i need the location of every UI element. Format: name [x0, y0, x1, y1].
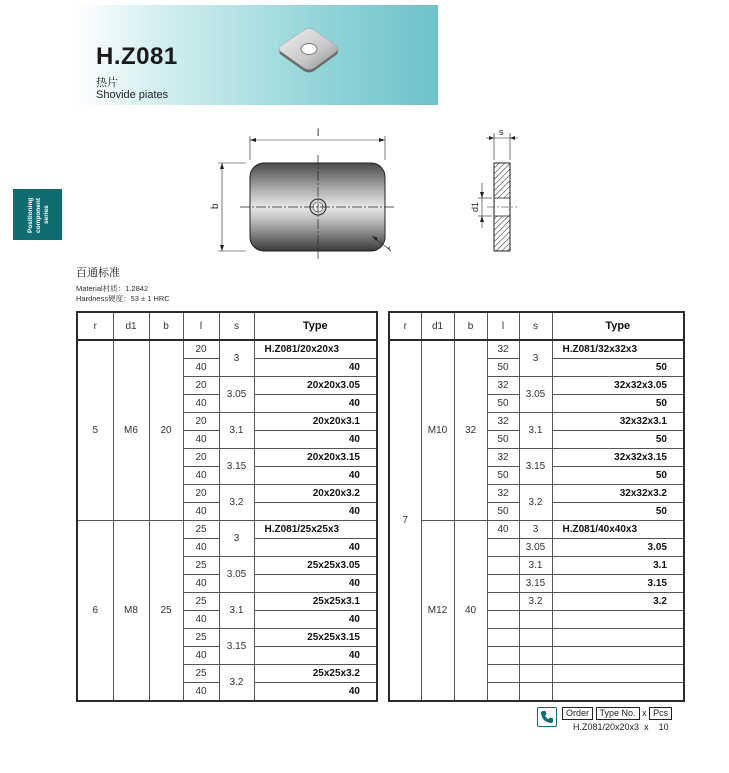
cell-type	[552, 647, 684, 665]
cell-l: 32	[487, 485, 519, 503]
phone-icon	[537, 707, 557, 727]
technical-drawing	[0, 0, 729, 262]
table-row	[389, 340, 684, 359]
spec-table-right	[388, 311, 685, 702]
example-times: x	[644, 722, 649, 732]
cell-type: 40	[254, 683, 377, 702]
cell-type: 20x20x3.1	[254, 413, 377, 431]
cell-l	[487, 647, 519, 665]
cell-type: 3.05	[552, 539, 684, 557]
cell-l	[487, 611, 519, 629]
cell-l	[487, 593, 519, 611]
cell-type: 32x32x3.15	[552, 449, 684, 467]
cell-s: 3.1	[219, 593, 254, 629]
col-r: r	[77, 312, 113, 340]
cell-s: 3.15	[219, 449, 254, 485]
col-l: l	[183, 312, 219, 340]
col-type: Type	[254, 312, 377, 340]
cell-r: 6	[77, 521, 113, 702]
product-code: H.Z081	[96, 43, 178, 70]
cell-s: 3.05	[519, 377, 552, 413]
spec-table-left	[76, 311, 378, 702]
cell-type: 25x25x3.15	[254, 629, 377, 647]
times-sign: x	[642, 708, 647, 718]
cell-l	[487, 683, 519, 702]
cell-l: 40	[487, 521, 519, 539]
dim-s-label: s	[499, 127, 504, 137]
cell-b: 25	[149, 521, 183, 702]
cell-s	[519, 611, 552, 629]
cell-r: 5	[77, 340, 113, 521]
cell-s: 3.05	[519, 539, 552, 557]
cell-l: 20	[183, 377, 219, 395]
col-r: r	[389, 312, 421, 340]
cell-d1: M12	[421, 521, 454, 702]
cell-type: 20x20x3.2	[254, 485, 377, 503]
cell-type: 40	[254, 467, 377, 485]
order-label: Order	[562, 707, 593, 720]
cell-type: H.Z081/25x25x3	[254, 521, 377, 539]
cell-type: 50	[552, 431, 684, 449]
example-qty: 10	[658, 722, 669, 732]
cell-type: 3.15	[552, 575, 684, 593]
col-b: b	[149, 312, 183, 340]
cell-l: 40	[183, 467, 219, 485]
cell-s: 3.15	[519, 575, 552, 593]
cell-l	[487, 629, 519, 647]
cell-b: 32	[454, 340, 487, 521]
cell-s: 3.15	[219, 629, 254, 665]
cell-s: 3.05	[219, 377, 254, 413]
cell-type: 25x25x3.2	[254, 665, 377, 683]
dim-r-label: r	[385, 243, 394, 254]
cell-b: 40	[454, 521, 487, 702]
cell-type: 40	[254, 647, 377, 665]
cell-s: 3.1	[519, 557, 552, 575]
cell-l: 40	[183, 359, 219, 377]
cell-l: 40	[183, 431, 219, 449]
side-tab-line2: component series	[35, 197, 50, 233]
dim-b-label: b	[210, 203, 221, 209]
cell-l: 25	[183, 521, 219, 539]
cell-l	[487, 539, 519, 557]
col-s: s	[219, 312, 254, 340]
cell-l: 20	[183, 485, 219, 503]
cell-s	[519, 683, 552, 702]
side-tab-line1: Positioning	[27, 197, 34, 233]
cell-type	[552, 665, 684, 683]
cell-s: 3.2	[519, 485, 552, 521]
cell-type: H.Z081/32x32x3	[552, 340, 684, 359]
cell-l: 40	[183, 395, 219, 413]
cell-l: 40	[183, 683, 219, 702]
dim-l-label: l	[317, 128, 320, 139]
cell-type: H.Z081/20x20x3	[254, 340, 377, 359]
cell-s	[519, 665, 552, 683]
cell-type: 3.2	[552, 593, 684, 611]
cell-r: 7	[389, 340, 421, 701]
cell-type: 40	[254, 431, 377, 449]
cell-type: 40	[254, 575, 377, 593]
col-d1: d1	[421, 312, 454, 340]
cell-type: 40	[254, 539, 377, 557]
cell-type: 3.1	[552, 557, 684, 575]
cell-l: 40	[183, 503, 219, 521]
cell-l: 32	[487, 340, 519, 359]
cell-l: 40	[183, 539, 219, 557]
dim-d1-label: d1	[470, 201, 480, 212]
cell-l: 32	[487, 413, 519, 431]
cell-type: 40	[254, 395, 377, 413]
cell-type	[552, 683, 684, 702]
cell-l: 50	[487, 467, 519, 485]
hardness-text: Hardness硬度：53 ± 1 HRC	[76, 294, 170, 303]
cell-type: 50	[552, 467, 684, 485]
cell-l: 20	[183, 413, 219, 431]
cell-l: 20	[183, 449, 219, 467]
material-text: Material材质：1.2842	[76, 284, 149, 293]
cell-type: 50	[552, 359, 684, 377]
cell-d1: M8	[113, 521, 149, 702]
cell-l: 40	[183, 575, 219, 593]
cell-s: 3	[219, 521, 254, 557]
cell-l: 25	[183, 593, 219, 611]
cell-type: 40	[254, 359, 377, 377]
cell-s: 3.2	[219, 665, 254, 702]
cell-s	[519, 629, 552, 647]
cell-l: 50	[487, 359, 519, 377]
cell-type: 20x20x3.05	[254, 377, 377, 395]
cell-type: H.Z081/40x40x3	[552, 521, 684, 539]
cell-s: 3	[519, 340, 552, 377]
cell-l: 50	[487, 503, 519, 521]
cell-type: 32x32x3.05	[552, 377, 684, 395]
table-row	[77, 340, 377, 359]
cell-s	[519, 647, 552, 665]
cell-s: 3.2	[519, 593, 552, 611]
table-header-row	[77, 312, 377, 340]
cell-l: 25	[183, 665, 219, 683]
product-name-cn: 热片	[96, 77, 118, 89]
cell-type	[552, 611, 684, 629]
cell-s: 3.05	[219, 557, 254, 593]
cell-l	[487, 665, 519, 683]
cell-type: 20x20x3.15	[254, 449, 377, 467]
cell-l: 50	[487, 431, 519, 449]
cell-type	[552, 629, 684, 647]
cell-l: 50	[487, 395, 519, 413]
cell-s: 3.2	[219, 485, 254, 521]
cell-type: 40	[254, 503, 377, 521]
col-d1: d1	[113, 312, 149, 340]
example-type: H.Z081/20x20x3	[573, 722, 640, 732]
col-s: s	[519, 312, 552, 340]
cell-l: 32	[487, 377, 519, 395]
pcs-label: Pcs	[649, 707, 672, 720]
cell-l	[487, 575, 519, 593]
cell-type: 32x32x3.1	[552, 413, 684, 431]
cell-s: 3.1	[519, 413, 552, 449]
cell-d1: M6	[113, 340, 149, 521]
cell-l: 32	[487, 449, 519, 467]
cell-type: 50	[552, 503, 684, 521]
product-name-en: Shovide piates	[96, 89, 169, 101]
cell-s: 3.15	[519, 449, 552, 485]
type-no-label: Type No.	[596, 707, 640, 720]
col-b: b	[454, 312, 487, 340]
table-header-row	[389, 312, 684, 340]
cell-s: 3.1	[219, 413, 254, 449]
cell-type: 40	[254, 611, 377, 629]
cell-type: 25x25x3.05	[254, 557, 377, 575]
standard-title: 百通标准	[76, 267, 120, 279]
cell-l	[487, 557, 519, 575]
cell-s: 3	[219, 340, 254, 377]
cell-l: 20	[183, 340, 219, 359]
table-row	[77, 521, 377, 539]
cell-s: 3	[519, 521, 552, 539]
cell-l: 40	[183, 611, 219, 629]
cell-b: 20	[149, 340, 183, 521]
cell-l: 25	[183, 629, 219, 647]
cell-type: 32x32x3.2	[552, 485, 684, 503]
cell-l: 25	[183, 557, 219, 575]
table-row	[389, 521, 684, 539]
cell-l: 40	[183, 647, 219, 665]
cell-type: 25x25x3.1	[254, 593, 377, 611]
cell-type: 50	[552, 395, 684, 413]
col-type: Type	[552, 312, 684, 340]
cell-d1: M10	[421, 340, 454, 521]
col-l: l	[487, 312, 519, 340]
